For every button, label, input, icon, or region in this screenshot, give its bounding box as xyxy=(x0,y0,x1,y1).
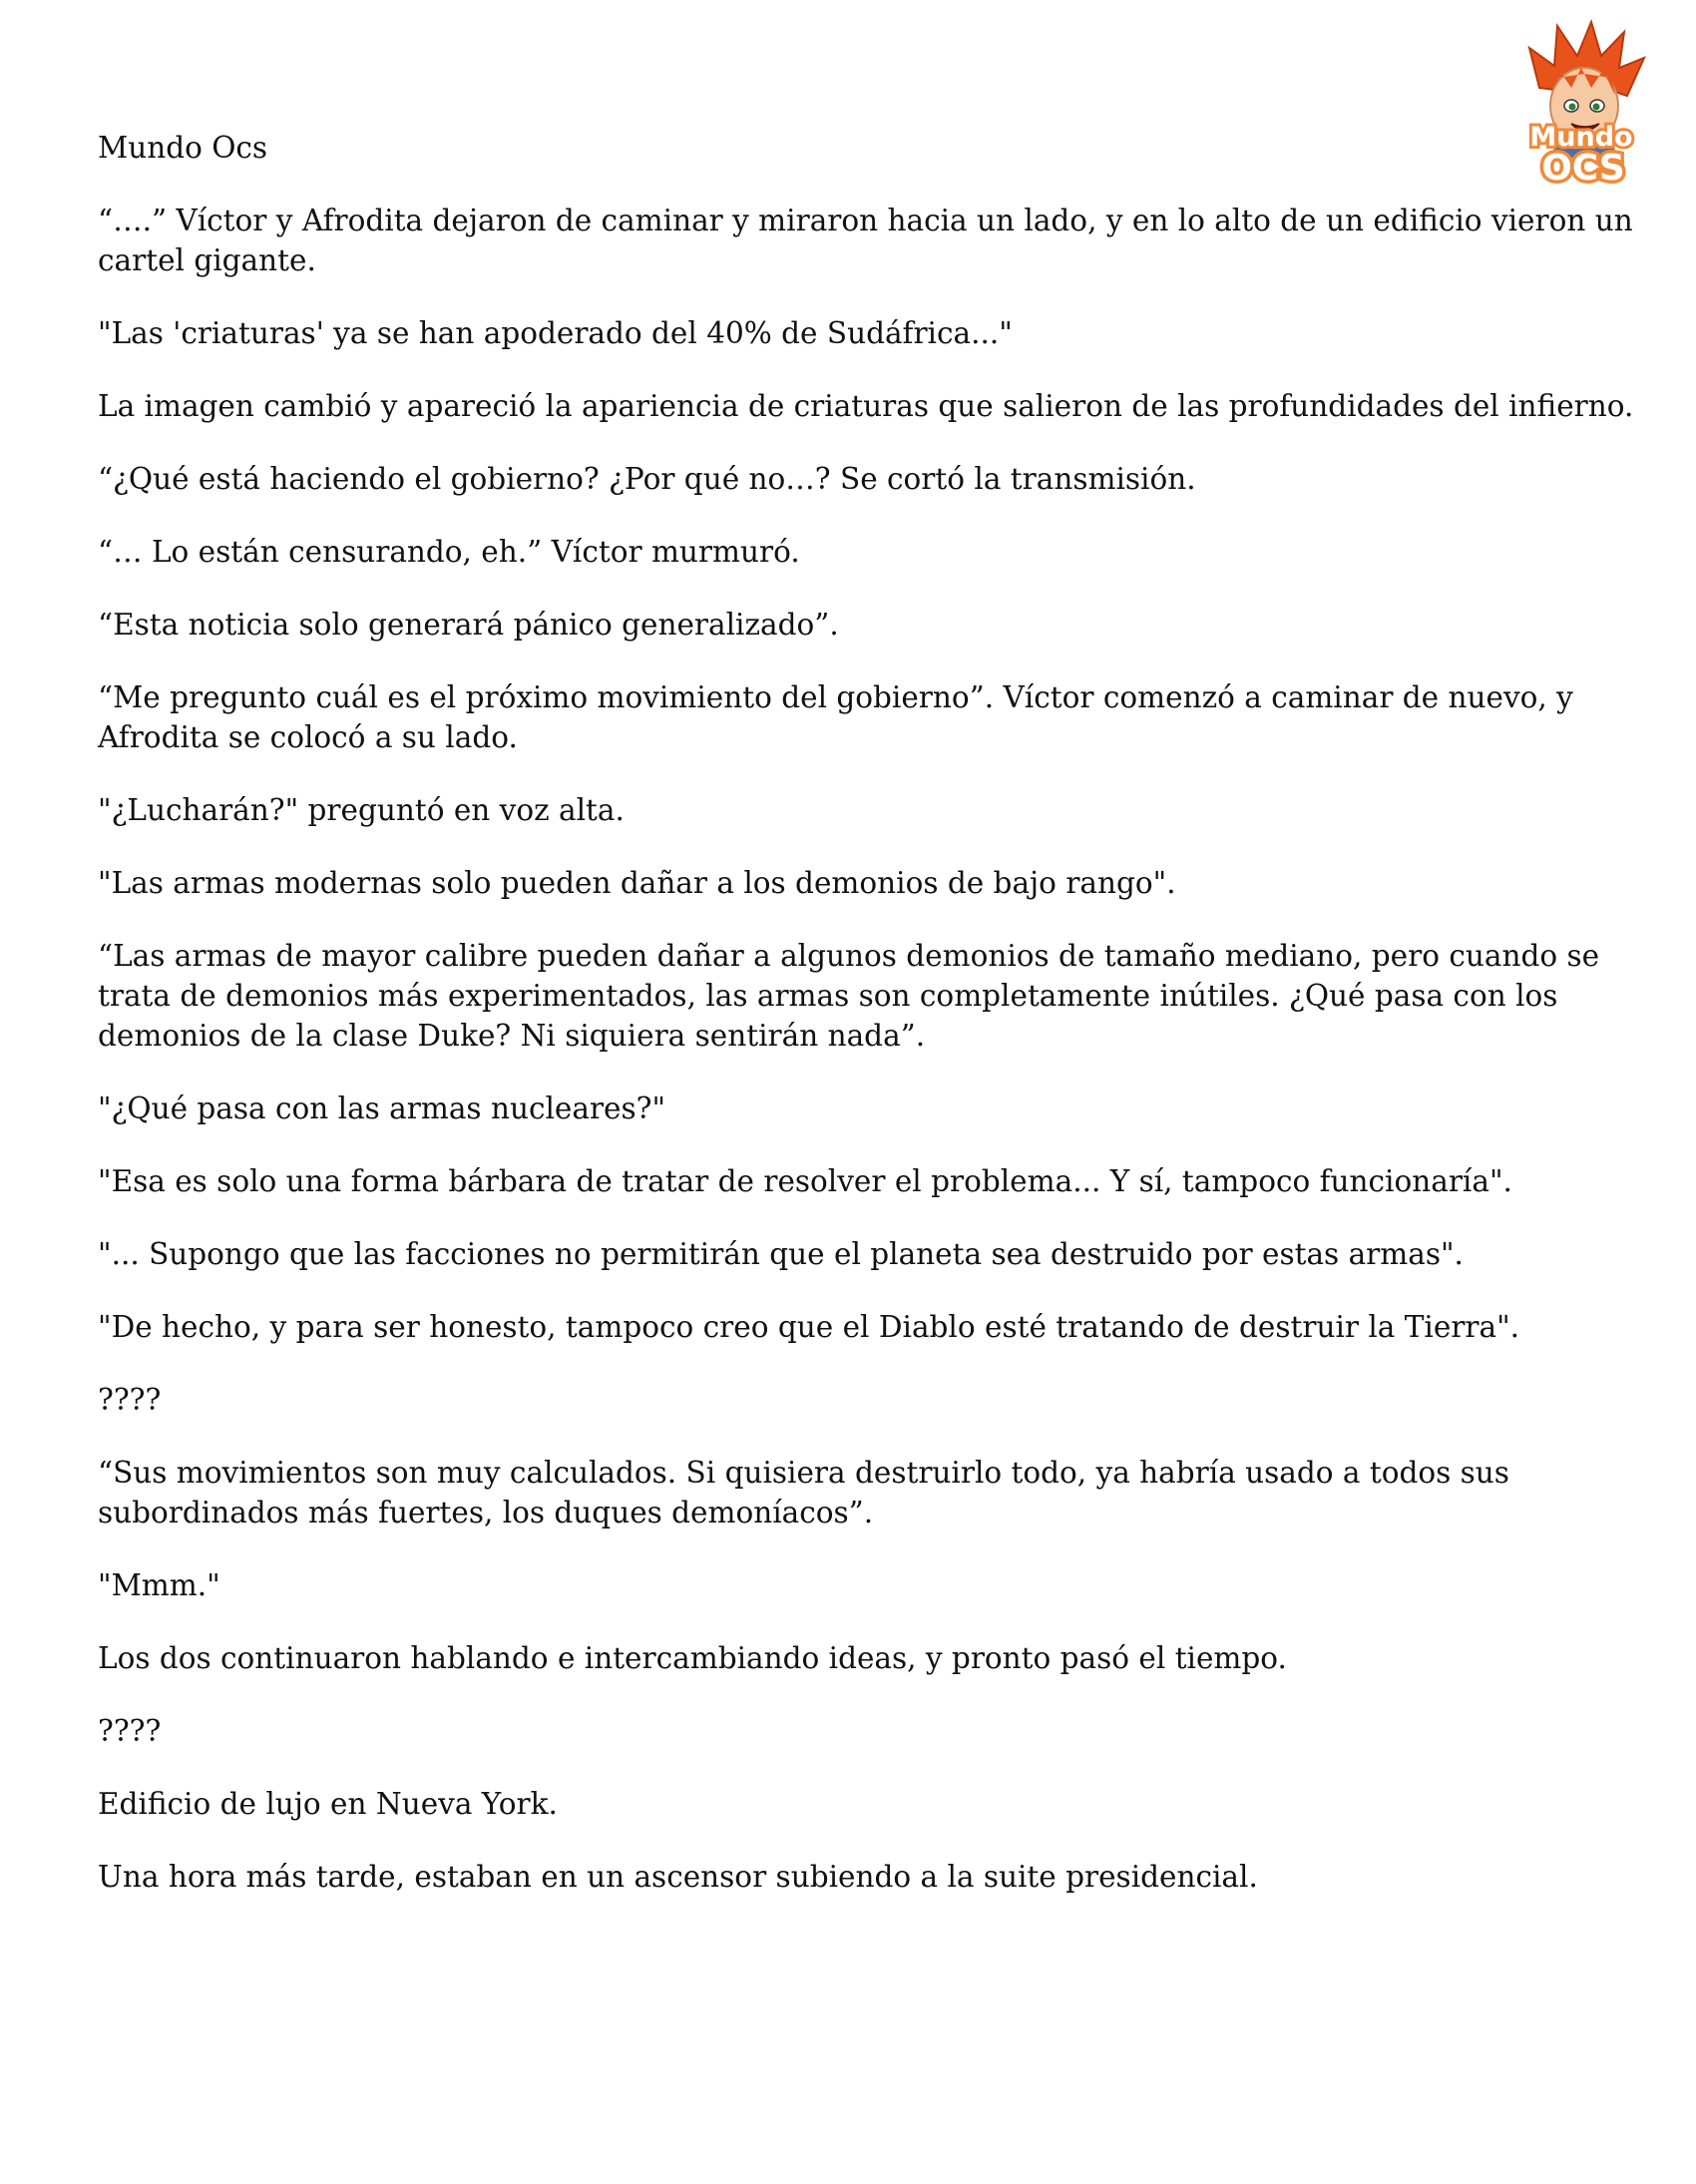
paragraph: Edificio de lujo en Nueva York. xyxy=(98,1787,558,1821)
paragraph: "¿Qué pasa con las armas nucleares?" xyxy=(98,1092,666,1125)
logo-text-mundo: Mundo xyxy=(1529,122,1633,153)
paragraph: “… Lo están censurando, eh.” Víctor murmuró. xyxy=(98,535,800,569)
document-body xyxy=(98,128,1634,1930)
paragraph: La imagen cambió y apareció la apariencia de criaturas que salieron de las profundidades del infierno. xyxy=(98,389,1634,423)
paragraph: “Sus movimientos son muy calculados. Si quisiera destruirlo todo, ya habría usado a todos sus subordinados más fuertes, los duques demoníacos”. xyxy=(98,1456,1509,1529)
paragraph: "Las 'criaturas' ya se han apoderado del 40% de Sudáfrica..." xyxy=(98,316,1013,350)
paragraph: "Mmm." xyxy=(98,1568,220,1602)
logo-text-ocs: OCS xyxy=(1541,148,1625,189)
paragraph: "Las armas modernas solo pueden dañar a los demonios de bajo rango". xyxy=(98,866,1176,900)
paragraph: Los dos continuaron hablando e intercambiando ideas, y pronto pasó el tiempo. xyxy=(98,1641,1287,1675)
scene-break: ???? xyxy=(98,1383,162,1417)
paragraph: “Las armas de mayor calibre pueden dañar a algunos demonios de tamaño mediano, pero cuando se trata de demonios más experimentados, las armas son completamente inútiles. ¿Qué pasa con los demonios de la clase Duke? Ni siquiera sentirán nada”. xyxy=(98,939,1600,1053)
paragraph: “¿Qué está haciendo el gobierno? ¿Por qué no…? Se cortó la transmisión. xyxy=(98,462,1196,496)
scene-break: ???? xyxy=(98,1714,162,1748)
paragraph: "Esa es solo una forma bárbara de tratar de resolver el problema... Y sí, tampoco funcionaría". xyxy=(98,1164,1512,1198)
paragraph: Una hora más tarde, estaban en un ascensor subiendo a la suite presidencial. xyxy=(98,1860,1258,1894)
paragraph: "De hecho, y para ser honesto, tampoco creo que el Diablo esté tratando de destruir la Tierra". xyxy=(98,1310,1520,1344)
paragraph: “….” Víctor y Afrodita dejaron de caminar y miraron hacia un lado, y en lo alto de un edificio vieron un cartel gigante. xyxy=(98,204,1633,277)
paragraph: “Me pregunto cuál es el próximo movimiento del gobierno”. Víctor comenzó a caminar de nuevo, y Afrodita se colocó a su lado. xyxy=(98,680,1573,754)
paragraph: "¿Lucharán?" preguntó en voz alta. xyxy=(98,793,625,827)
site-name-header: Mundo Ocs xyxy=(98,131,268,165)
paragraph: "... Supongo que las facciones no permitirán que el planeta sea destruido por estas armas". xyxy=(98,1237,1464,1271)
paragraph: “Esta noticia solo generará pánico generalizado”. xyxy=(98,608,839,642)
